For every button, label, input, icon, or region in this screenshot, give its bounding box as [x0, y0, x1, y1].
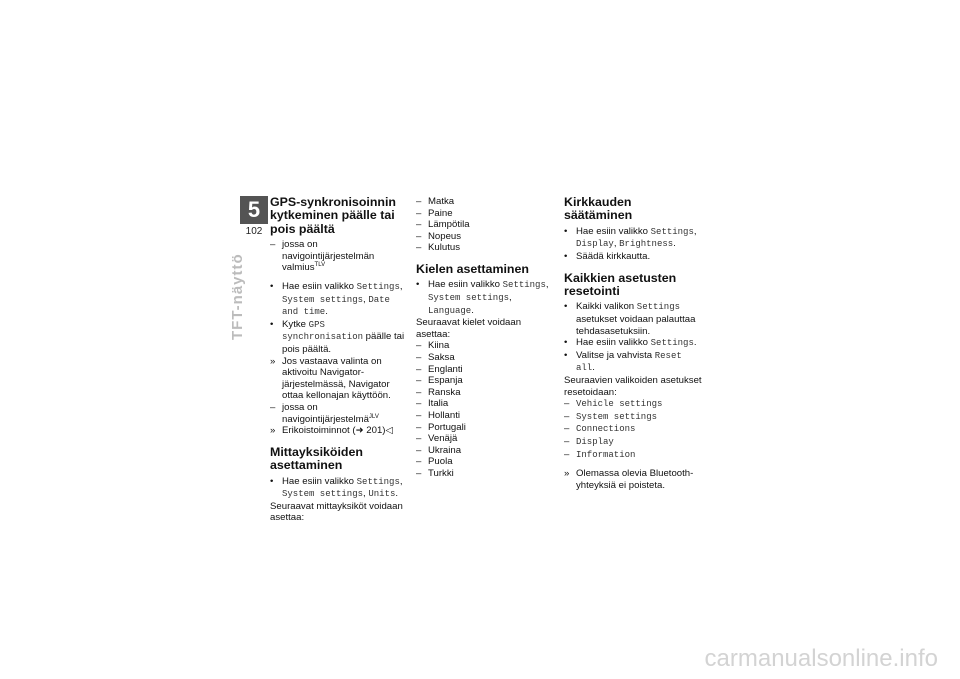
heading-language: Kielen asettaminen	[416, 261, 529, 276]
dash-marker: –	[564, 410, 570, 422]
list-item-label: Kulutus	[428, 242, 460, 254]
menu-path: Settings	[636, 302, 681, 313]
menu-option: GPS synchronisation	[282, 319, 364, 343]
list-item	[416, 445, 551, 457]
menu-path: Settings	[650, 338, 694, 349]
watermark: carmanualsonline.info	[704, 645, 938, 672]
menu-path: System settings	[282, 489, 364, 500]
list-item: – jossa on navigointijärjestelmä$^{JLV}$	[270, 401, 379, 425]
list-item-label: Vehicle settings	[576, 399, 663, 410]
column-3	[564, 196, 702, 491]
dash-marker: –	[270, 401, 276, 413]
menu-option: Reset all	[576, 350, 682, 374]
list-item: • Valitse ja vahvista Reset all.	[564, 349, 682, 374]
bullet-marker: •	[564, 337, 568, 349]
menu-path: Settings	[356, 476, 400, 487]
dash-marker: –	[416, 433, 422, 445]
bullet-marker: •	[564, 251, 568, 262]
list-item	[564, 411, 702, 424]
dash-marker: –	[416, 375, 422, 387]
list-item-label: Nopeus	[428, 230, 462, 242]
dash-marker: –	[416, 409, 422, 421]
bullet-marker: •	[270, 281, 274, 292]
list-item	[416, 352, 551, 364]
list-item: • Säädä kirkkautta.	[564, 251, 651, 262]
dash-marker: –	[416, 207, 422, 219]
list-item-label: Kiina	[428, 340, 450, 352]
menu-path: Settings	[502, 280, 546, 291]
column-1	[270, 196, 408, 524]
list-item-label: Display	[576, 436, 614, 447]
list-item: • Hae esiin valikko Settings, Display, Brightness.	[564, 225, 697, 250]
list-item	[564, 423, 702, 436]
dash-marker: –	[416, 340, 422, 352]
list-item	[416, 468, 551, 480]
dash-marker: –	[416, 219, 422, 231]
menu-path: Settings	[356, 282, 400, 292]
bullet-marker: •	[416, 279, 420, 291]
dash-marker: –	[416, 467, 422, 479]
languages-list	[416, 340, 551, 479]
list-item	[416, 375, 551, 387]
list-item-label: Puola	[428, 456, 453, 468]
list-item	[416, 433, 551, 445]
note-marker: »	[270, 355, 276, 367]
list-item-label: Lämpötila	[428, 219, 470, 231]
dash-marker: –	[416, 421, 422, 433]
list-item-label: Portugali	[428, 421, 466, 433]
list-item	[416, 196, 551, 208]
dash-marker: –	[564, 448, 570, 460]
note-item: » Jos vastaava valinta on aktivoitu Navigator-järjestelmässä, Navigator ottaa kellonajan käyttöön.	[270, 355, 391, 402]
note-marker: »	[564, 468, 570, 480]
dash-marker: –	[270, 239, 276, 251]
list-item: • Hae esiin valikko Settings, System settings, Units.	[270, 475, 403, 500]
list-item-label: Venäjä	[428, 433, 458, 445]
menu-path: Display	[576, 239, 614, 250]
column-2	[416, 196, 551, 479]
list-item	[564, 398, 702, 411]
note-marker: »	[270, 425, 276, 437]
dash-marker: –	[416, 444, 422, 456]
list-item	[416, 219, 551, 231]
dash-marker: –	[416, 242, 422, 254]
menu-path: Units	[368, 489, 396, 500]
chapter-side-label: TFT-näyttö	[229, 253, 246, 340]
list-item: • Kytke GPS synchronisation päälle tai pois päältä.	[270, 318, 405, 355]
list-item-label: Hollanti	[428, 409, 460, 421]
menu-path: System settings	[282, 294, 364, 305]
list-item: – jossa on navigointijärjestelmän valmius$^{TLV}$	[270, 239, 375, 274]
paragraph: Seuraavat mittayksiköt voidaan asettaa:	[270, 500, 403, 524]
bullet-marker: •	[564, 349, 568, 361]
list-item-label: Saksa	[428, 351, 455, 363]
list-item	[416, 231, 551, 243]
dash-marker: –	[564, 423, 570, 435]
list-item-label: System settings	[576, 411, 658, 422]
bullet-marker: •	[270, 475, 274, 487]
paragraph: Seuraavat kielet voidaan asettaa:	[416, 317, 522, 340]
list-item-label: Turkki	[428, 467, 454, 479]
paragraph: Seuraavien valikoiden asetukset resetoidaan:	[564, 374, 702, 398]
units-list	[416, 196, 551, 254]
heading-reset: Kaikkien asetusten resetointi	[564, 270, 677, 298]
heading-brightness: Kirkkauden säätäminen	[564, 195, 633, 223]
list-item-label: Ranska	[428, 386, 461, 398]
menus-list	[564, 398, 702, 461]
menu-path: Language	[428, 305, 472, 316]
menu-path: Date and time	[282, 294, 390, 318]
list-item	[416, 398, 551, 410]
page-number: 102	[245, 226, 263, 237]
dash-marker: –	[416, 363, 422, 375]
dash-marker: –	[416, 398, 422, 410]
bullet-marker: •	[270, 318, 274, 330]
note-item: » Erikoistoiminnot (➜ 201)◁	[270, 425, 393, 437]
note-item: » Olemassa olevia Bluetooth-yhteyksiä ei poisteta.	[564, 468, 694, 491]
list-item	[416, 410, 551, 422]
list-item	[564, 436, 702, 449]
list-item-label: Ukraina	[428, 444, 462, 456]
list-item	[416, 422, 551, 434]
bullet-marker: •	[564, 301, 568, 313]
list-item: • Hae esiin valikko Settings, System settings, Date and time.	[270, 281, 403, 318]
list-item: • Kaikki valikon Settings asetukset voidaan palauttaa tehdasasetuksiin.	[564, 301, 696, 337]
list-item	[416, 364, 551, 376]
list-item-label: Paine	[428, 207, 453, 219]
dash-marker: –	[416, 230, 422, 242]
chapter-number-badge: 5	[240, 196, 268, 224]
list-item-label: Matka	[428, 196, 455, 207]
menu-path: Settings	[650, 226, 694, 237]
dash-marker: –	[416, 196, 422, 207]
dash-marker: –	[564, 435, 570, 447]
list-item: • Hae esiin valikko Settings.	[564, 337, 697, 349]
dash-marker: –	[416, 386, 422, 398]
list-item	[416, 387, 551, 399]
list-item	[564, 449, 702, 462]
list-item-label: Italia	[428, 398, 449, 410]
dash-marker: –	[416, 351, 422, 363]
list-item	[416, 340, 551, 352]
list-item	[416, 208, 551, 220]
list-item	[416, 242, 551, 254]
list-item-label: Connections	[576, 424, 636, 435]
menu-path: System settings	[428, 292, 510, 303]
list-item-label: Information	[576, 449, 636, 460]
heading-gps-sync: GPS-synkronisoinnin kytkeminen päälle tai pois päältä	[270, 195, 396, 236]
menu-path: Brightness	[619, 239, 674, 250]
dash-marker: –	[416, 456, 422, 468]
list-item: • Hae esiin valikko Settings, System settings, Language.	[416, 279, 549, 316]
list-item	[416, 456, 551, 468]
heading-units: Mittayksiköiden asettaminen	[270, 444, 363, 473]
list-item-label: Espanja	[428, 375, 463, 387]
dash-marker: –	[564, 398, 570, 410]
list-item-label: Englanti	[428, 363, 463, 375]
bullet-marker: •	[564, 225, 568, 237]
